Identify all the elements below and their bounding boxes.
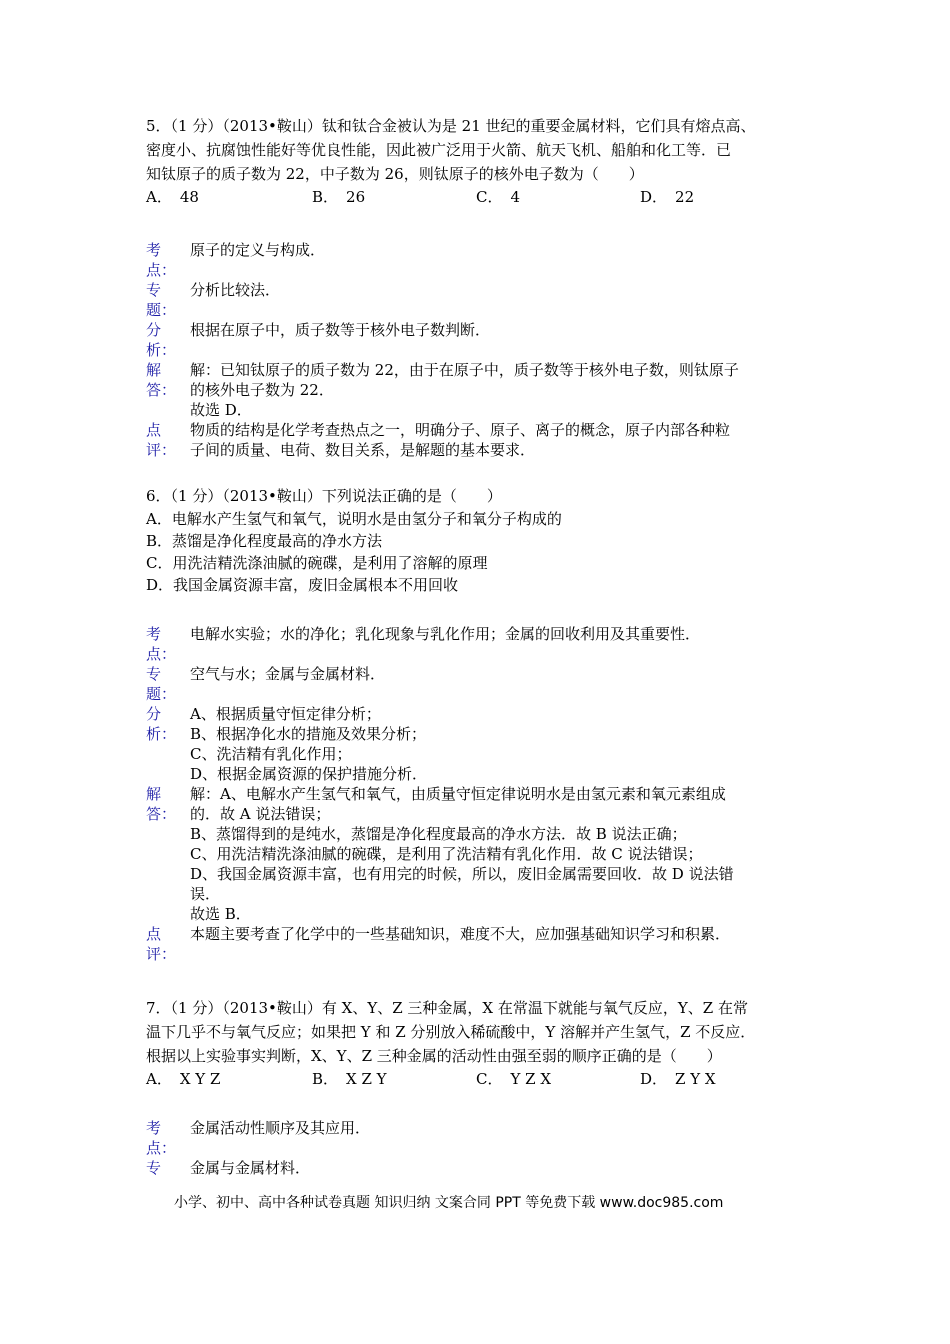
option-c: C． 4 (476, 188, 521, 206)
fenxi-text: A、根据质量守恒定律分析； (190, 705, 381, 723)
question-text-line: 密度小、抗腐蚀性能好等优良性能，因此被广泛用于火箭、航天飞机、船舶和化工等．已 (146, 141, 732, 159)
jieda-label: 解 答： (146, 361, 177, 399)
fenxi-label: 分 析： (146, 321, 177, 359)
answer-options (146, 186, 810, 208)
option-d: D．我国金属资源丰富，废旧金属根本不用回收 (146, 576, 459, 594)
question-text-line: 6．（1 分）（2013•鞍山）下列说法正确的是（ ） (146, 487, 502, 505)
fenxi-text: 根据在原子中，质子数等于核外电子数判断． (190, 321, 491, 339)
option-a: A． 48 (146, 188, 199, 206)
dianping-label: 点 评： (146, 421, 177, 459)
page-footer: 小学、初中、高中各种试卷真题 知识归纳 文案合同 PPT 等免费下载 www.doc985.com (174, 1195, 724, 1211)
zhuanti-label: 专 题： (146, 281, 177, 319)
option-d: D． Z Y X (640, 1070, 716, 1088)
dianping-label: 点 评： (146, 925, 177, 963)
jieda-text: B、蒸馏得到的是纯水，蒸馏是净化程度最高的净水方法．故 B 说法正确； (190, 825, 687, 843)
question-5 (146, 114, 810, 208)
question-7 (146, 996, 810, 1090)
question-text-line: 温下几乎不与氧气反应；如果把 Y 和 Z 分别放入稀硫酸中，Y 溶解并产生氢气，Z 不反应． (146, 1023, 756, 1041)
option-b: B．蒸馏是净化程度最高的净水方法 (146, 532, 383, 550)
option-d: D． 22 (640, 188, 695, 206)
jieda-row (146, 360, 810, 420)
dianping-text: 本题主要考查了化学中的一些基础知识，难度不大，应加强基础知识学习和积累． (190, 925, 731, 943)
jieda-text: 误． (190, 885, 221, 903)
fenxi-row (146, 320, 810, 360)
fenxi-text: C、洗洁精有乳化作用； (190, 745, 352, 763)
jieda-text: 的．故 A 说法错误； (190, 805, 331, 823)
kaodian-text: 金属活动性顺序及其应用． (190, 1119, 371, 1137)
kaodian-label: 考 点： (146, 1119, 177, 1157)
fenxi-text: B、根据净化水的措施及效果分析； (190, 725, 427, 743)
question-text-line: 7．（1 分）（2013•鞍山）有 X、Y、Z 三种金属，X 在常温下就能与氧气反应，Y、Z 在常 (146, 999, 748, 1017)
kaodian-text: 电解水实验；水的净化；乳化现象与乳化作用；金属的回收利用及其重要性． (190, 625, 701, 643)
option-a: A． X Y Z (146, 1070, 221, 1088)
jieda-text: 故选 D． (190, 401, 252, 419)
dianping-row (146, 924, 810, 964)
kaodian-text: 原子的定义与构成． (190, 241, 326, 259)
q6-analysis (146, 624, 810, 964)
zhuanti-text: 分析比较法． (190, 281, 281, 299)
dianping-text: 子间的质量、电荷、数目关系，是解题的基本要求． (190, 441, 536, 459)
jieda-text: 故选 B． (190, 905, 251, 923)
zhuanti-text: 金属与金属材料． (190, 1159, 311, 1177)
answer-options (146, 1068, 810, 1090)
kaodian-label: 考 点： (146, 625, 177, 663)
zhuanti-text: 空气与水；金属与金属材料． (190, 665, 386, 683)
zhuanti-label: 专 题： (146, 665, 177, 703)
fenxi-row (146, 704, 810, 784)
kaodian-row (146, 240, 810, 280)
jieda-text: 的核外电子数为 22． (190, 381, 334, 399)
zhuanti-label: 专 (146, 1159, 162, 1177)
fenxi-label: 分 析： (146, 705, 177, 743)
dianping-row (146, 420, 810, 460)
jieda-text: D、我国金属资源丰富，也有用完的时候，所以，废旧金属需要回收．故 D 说法错 (190, 865, 734, 883)
fenxi-text: D、根据金属资源的保护措施分析． (190, 765, 428, 783)
question-text-line: 知钛原子的质子数为 22，中子数为 26，则钛原子的核外电子数为（ ） (146, 165, 644, 183)
question-6 (146, 484, 810, 596)
zhuanti-row (146, 280, 810, 320)
kaodian-row (146, 1118, 810, 1158)
q7-analysis (146, 1118, 810, 1178)
jieda-text: C、用洗洁精洗涤油腻的碗碟，是利用了洗洁精有乳化作用．故 C 说法错误； (190, 845, 703, 863)
option-b: B． 26 (312, 188, 366, 206)
question-text-line: 5．（1 分）（2013•鞍山）钛和钛合金被认为是 21 世纪的重要金属材料，它们具有熔点高、 (146, 117, 756, 135)
jieda-label: 解 答： (146, 785, 177, 823)
jieda-row (146, 784, 810, 924)
question-text-line: 根据以上实验事实判断，X、Y、Z 三种金属的活动性由强至弱的顺序正确的是（ ） (146, 1047, 722, 1065)
option-a: A．电解水产生氢气和氧气，说明水是由氢分子和氧分子构成的 (146, 510, 562, 528)
option-c: C． Y Z X (476, 1070, 552, 1088)
jieda-text: 解：已知钛原子的质子数为 22，由于在原子中，质子数等于核外电子数，则钛原子 (190, 361, 739, 379)
zhuanti-row (146, 664, 810, 704)
jieda-text: 解：A、电解水产生氢气和氧气，由质量守恒定律说明水是由氢元素和氧元素组成 (190, 785, 726, 803)
kaodian-row (146, 624, 810, 664)
option-b: B． X Z Y (312, 1070, 387, 1088)
zhuanti-row (146, 1158, 810, 1178)
option-c: C．用洗洁精洗涤油腻的碗碟，是利用了溶解的原理 (146, 554, 488, 572)
q5-analysis (146, 240, 810, 460)
dianping-text: 物质的结构是化学考查热点之一，明确分子、原子、离子的概念，原子内部各种粒 (190, 421, 731, 439)
kaodian-label: 考 点： (146, 241, 177, 279)
